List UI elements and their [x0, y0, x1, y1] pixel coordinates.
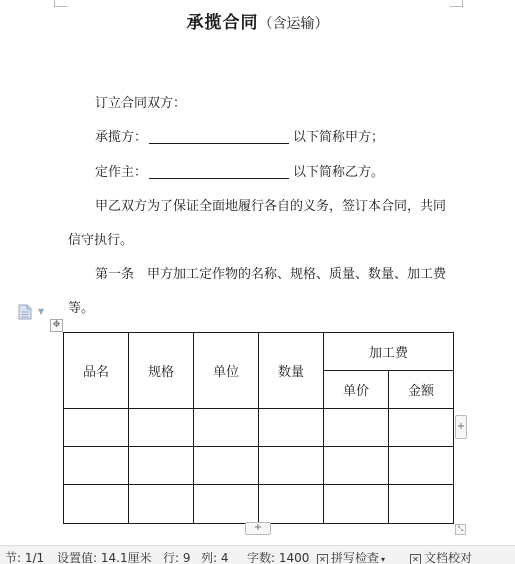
table-cell[interactable]	[194, 409, 259, 447]
table-cell[interactable]	[389, 447, 454, 485]
document-options-icon[interactable]	[18, 304, 32, 320]
document-options-caret-icon[interactable]: ▼	[38, 307, 45, 316]
party-a-label: 承揽方：	[95, 130, 148, 145]
table-cell[interactable]	[64, 409, 129, 447]
table-cell[interactable]	[389, 485, 454, 524]
table-cell[interactable]	[389, 409, 454, 447]
intro-line[interactable]: 订立合同双方：	[95, 96, 187, 111]
spellcheck-dropdown-icon[interactable]: ▾	[381, 555, 386, 564]
header-cell-amount[interactable]: 金额	[389, 371, 454, 409]
header-cell-name[interactable]: 品名	[64, 333, 129, 409]
party-b-suffix: 以下简称乙方。	[293, 165, 385, 180]
table-cell[interactable]	[129, 447, 194, 485]
header-cell-processing-fee[interactable]: 加工费	[324, 333, 454, 371]
table-header-row	[64, 333, 454, 371]
data-table	[63, 332, 454, 524]
party-b-blank[interactable]	[149, 166, 289, 179]
table-cell[interactable]	[324, 485, 389, 524]
proofread-toggle[interactable]	[410, 549, 472, 564]
proofread-label: 文档校对	[424, 551, 473, 564]
party-b-label: 定作主：	[95, 165, 148, 180]
header-cell-quantity[interactable]: 数量	[259, 333, 324, 409]
status-setting-value[interactable]: 设置值: 14.1厘米	[57, 551, 152, 564]
document-title-line[interactable]	[0, 8, 515, 33]
party-a-line[interactable]	[95, 126, 384, 145]
article-1-line-1[interactable]: 第一条 甲方加工定作物的名称、规格、质量、数量、加工费	[95, 267, 447, 282]
table-move-handle-icon[interactable]: ✥	[50, 319, 63, 332]
status-column[interactable]: 列: 4	[201, 551, 229, 564]
table-cell[interactable]	[259, 447, 324, 485]
table-row	[64, 447, 454, 485]
status-bar	[0, 545, 515, 564]
table-cell[interactable]	[324, 447, 389, 485]
document-title[interactable]: 承揽合同	[186, 13, 259, 33]
table-cell[interactable]	[64, 447, 129, 485]
table-cell[interactable]	[259, 485, 324, 524]
spellcheck-label: 拼写检查	[331, 551, 380, 564]
header-cell-unit[interactable]: 单位	[194, 333, 259, 409]
table-cell[interactable]	[324, 409, 389, 447]
spellcheck-toggle[interactable]	[317, 549, 385, 564]
table-resize-icon[interactable]: ⤡	[455, 524, 466, 535]
table-row	[64, 409, 454, 447]
paragraph-1-line-2[interactable]: 信守执行。	[68, 233, 134, 248]
spellcheck-checkbox-icon[interactable]: ✕	[317, 554, 328, 564]
table-cell[interactable]	[129, 409, 194, 447]
table-cell[interactable]	[64, 485, 129, 524]
table-cell[interactable]	[194, 447, 259, 485]
add-row-button[interactable]: +	[245, 522, 271, 535]
proofread-checkbox-icon[interactable]: ✕	[410, 554, 421, 564]
table-cell[interactable]	[129, 485, 194, 524]
header-cell-spec[interactable]: 规格	[129, 333, 194, 409]
table-cell[interactable]	[194, 485, 259, 524]
document-subtitle[interactable]: （含运输）	[258, 16, 329, 32]
page-corner-mark-right	[450, 0, 463, 7]
status-row[interactable]: 行: 9	[163, 551, 191, 564]
article-1-line-2[interactable]: 等。	[68, 301, 95, 316]
party-b-line[interactable]	[95, 161, 384, 180]
status-section[interactable]: 节: 1/1	[5, 551, 45, 564]
party-a-suffix: 以下简称甲方；	[293, 130, 385, 145]
page-corner-mark-left	[54, 0, 67, 7]
table-cell[interactable]	[259, 409, 324, 447]
paragraph-1-line-1[interactable]: 甲乙双方为了保证全面地履行各自的义务，签订本合同，共同	[95, 199, 447, 214]
party-a-blank[interactable]	[149, 131, 289, 144]
header-cell-unit-price[interactable]: 单价	[324, 371, 389, 409]
add-column-button[interactable]: +	[455, 415, 467, 439]
table-row	[64, 485, 454, 524]
status-word-count[interactable]: 字数: 1400	[247, 551, 310, 564]
